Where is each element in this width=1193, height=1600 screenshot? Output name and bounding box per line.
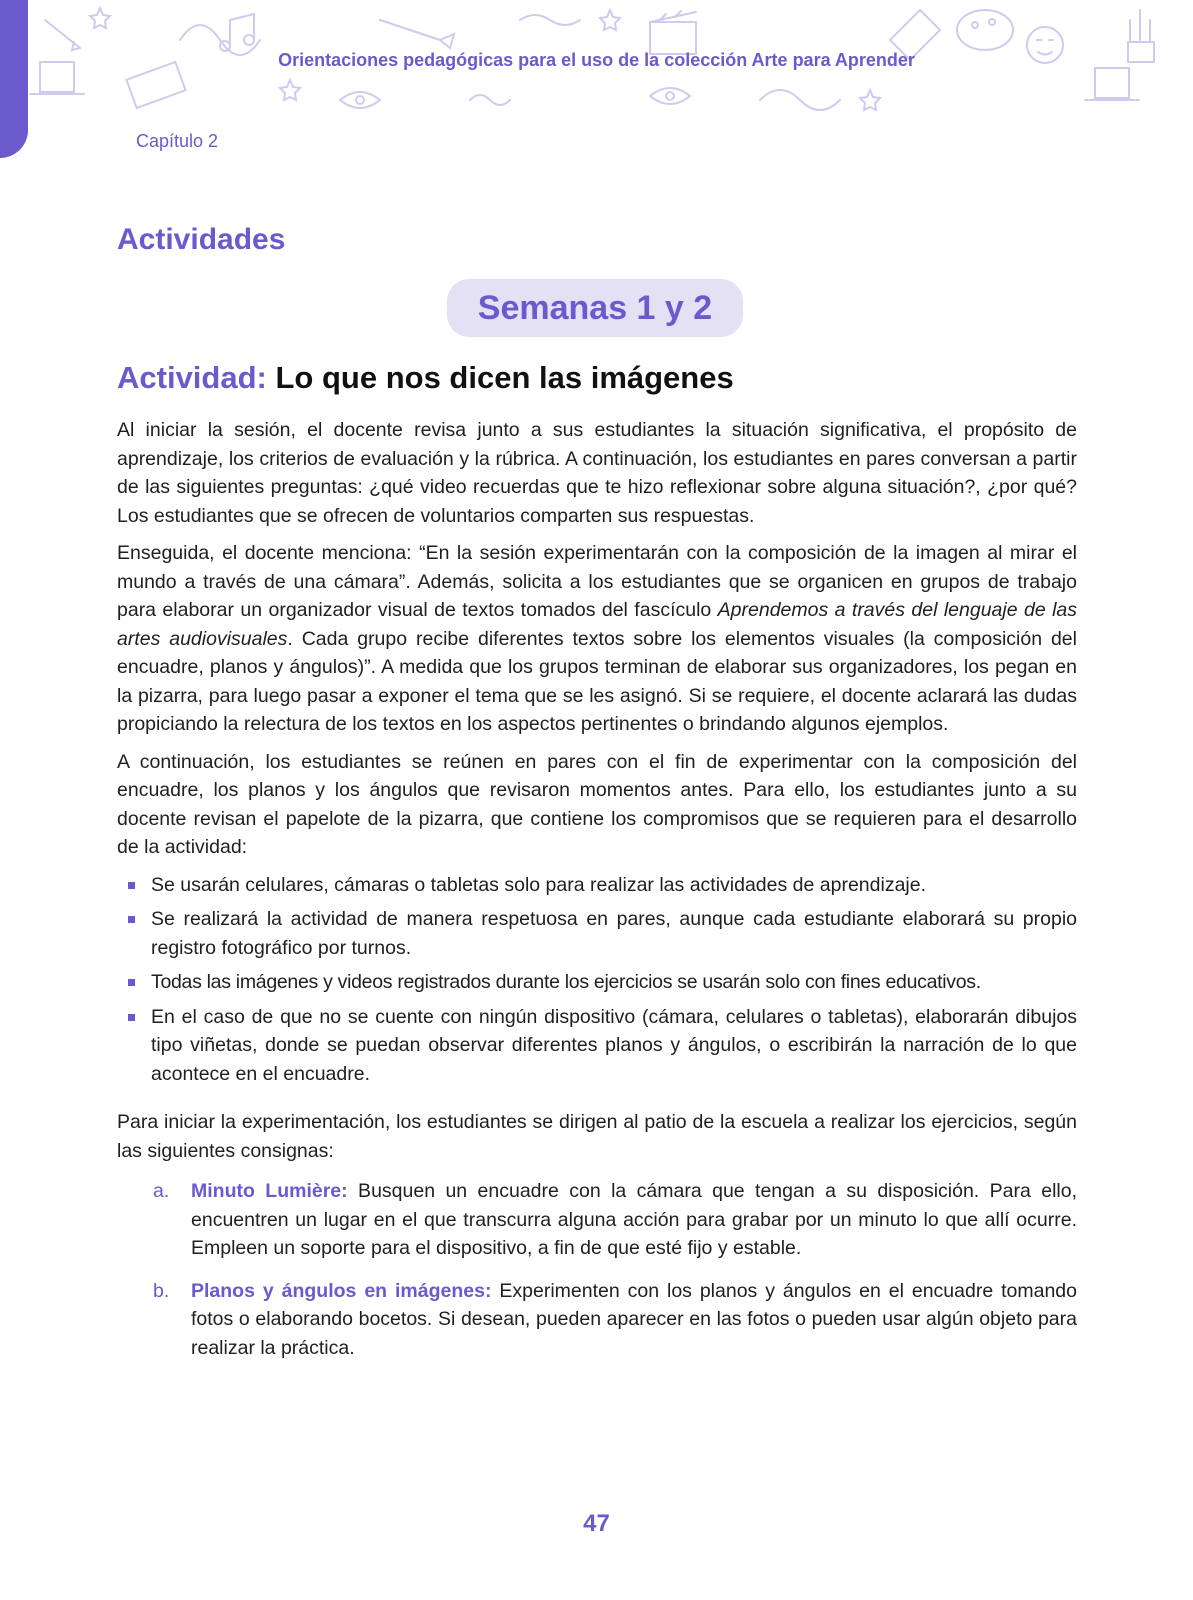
star-icon — [860, 90, 880, 110]
list-item — [117, 871, 1077, 900]
task-text: Experimenten con los planos y ángulos en el encuadre tomando fotos o elaborando bocetos. Si desean, pueden aparecer en las fotos o pueden usar algún objeto para realizar la práctica. — [191, 1279, 1077, 1359]
activity-name: Lo que nos dicen las imágenes — [275, 360, 734, 395]
list-item — [117, 1003, 1077, 1089]
bullet-icon — [128, 1014, 135, 1021]
eye-icon — [340, 92, 380, 108]
paragraph-pairs: A continuación, los estudiantes se reúnen en pares con el fin de experimentar con la composición del encuadre, los planos y los ángulos que revisaron momentos antes. Para ello, los estudiantes junto a su docente revisan el papelote de la pizarra, que contiene los compromisos que se requieren para el desarrollo de la actividad: — [117, 750, 1077, 858]
list-item — [117, 1177, 1077, 1263]
rule-text: Todas las imágenes y videos registrados durante los ejercicios se usarán solo con fines educativos. — [151, 971, 981, 993]
star-icon — [600, 10, 620, 30]
task-term: Planos y ángulos en imágenes: — [191, 1279, 492, 1302]
list-item — [117, 1277, 1077, 1363]
task-term: Minuto Lumière: — [191, 1180, 348, 1202]
chapter-label: Capítulo 2 — [136, 131, 219, 151]
star-icon — [90, 8, 110, 28]
booklet-title: Aprendemos a través del lenguaje de las artes audiovisuales — [117, 599, 1078, 650]
rule-text: Se realizará la actividad de manera respetuosa en pares, aunque cada estudiante elaborará su propio registro fotográfico por turnos. — [151, 908, 1077, 959]
rules-list — [117, 871, 1077, 1089]
film-clapper-icon — [650, 11, 696, 54]
bullet-icon — [128, 916, 135, 923]
activity-label: Actividad: — [117, 360, 267, 395]
page-number: 47 — [583, 1510, 610, 1537]
week-badge: Semanas 1 y 2 — [447, 279, 743, 337]
palette-icon — [957, 10, 1013, 50]
header-title: Orientaciones pedagógicas para el uso de la colección Arte para Aprender — [278, 50, 915, 70]
bullet-icon — [128, 979, 135, 986]
rule-text: En el caso de que no se cuente con ningún dispositivo (cámara, celulares o tabletas), elaborarán dibujos tipo viñetas, donde se puedan observar diferentes planos y ángulos, o escribirán la narración de lo que acontece en el encuadre. — [151, 1005, 1077, 1085]
header-band — [0, 0, 1193, 125]
bullet-icon — [128, 882, 135, 889]
eye-icon — [650, 88, 690, 104]
tasks-list — [117, 1177, 1077, 1362]
section-heading: Actividades — [117, 223, 286, 256]
activity-title — [117, 360, 734, 396]
rule-text: Se usarán celulares, cámaras o tabletas solo para realizar las actividades de aprendizaje. — [151, 873, 927, 896]
task-marker: a. — [153, 1180, 170, 1202]
task-text: Busquen un encuadre con la cámara que tengan a su disposición. Para ello, encuentren un lugar en el que transcurra alguna acción para grabar por un minuto lo que allí ocurre. Empleen un soporte para el dispositivo, a fin de que esté fijo y estable. — [191, 1180, 1077, 1259]
paragraph-organizer — [117, 539, 1077, 739]
star-icon — [280, 80, 300, 100]
paintbrush-icon — [380, 20, 454, 48]
paragraph-experimentation: Para iniciar la experimentación, los estudiantes se dirigen al patio de la escuela a realizar los ejercicios, según las siguientes consignas: — [117, 1111, 1077, 1162]
chapter-side-tab — [0, 0, 28, 158]
pencil-icon — [45, 20, 80, 50]
task-marker: b. — [153, 1279, 170, 1302]
top-hat-icon — [1085, 68, 1139, 100]
list-item — [117, 905, 1077, 962]
list-item — [117, 968, 1077, 997]
paragraph-organizer-text-2: . Cada grupo recibe diferentes textos sobre los elementos visuales (la composición del encuadre, planos y ángulos)”. A medida que los grupos terminan de elaborar sus organizadores, los pegan en la pizarra, para luego pasar a exponer el tema que se les asignó. Si se requiere, el docente aclarará las dudas propiciando la relectura de los textos en los aspectos pertinentes o brindando algunos ejemplos. — [117, 627, 1077, 735]
body-content — [117, 416, 1077, 1376]
paragraph-organizer-text-1: Enseguida, el docente menciona: “En la sesión experimentarán con la composición de la imagen al mirar el mundo a través de una cámara”. Además, solicita a los estudiantes que se organicen en grupos de trabajo para elaborar un organizador visual de textos tomados del fascículo — [117, 542, 1077, 621]
paragraph-intro: Al iniciar la sesión, el docente revisa junto a sus estudiantes la situación significativa, el propósito de aprendizaje, los criterios de evaluación y la rúbrica. A continuación, los estudiantes en pares conversan a partir de las siguientes preguntas: ¿qué video recuerdas que te hizo reflexionar sobre alguna situación?, ¿por qué? Los estudiantes que se ofrecen de voluntarios comparten sus respuestas. — [117, 419, 1077, 527]
